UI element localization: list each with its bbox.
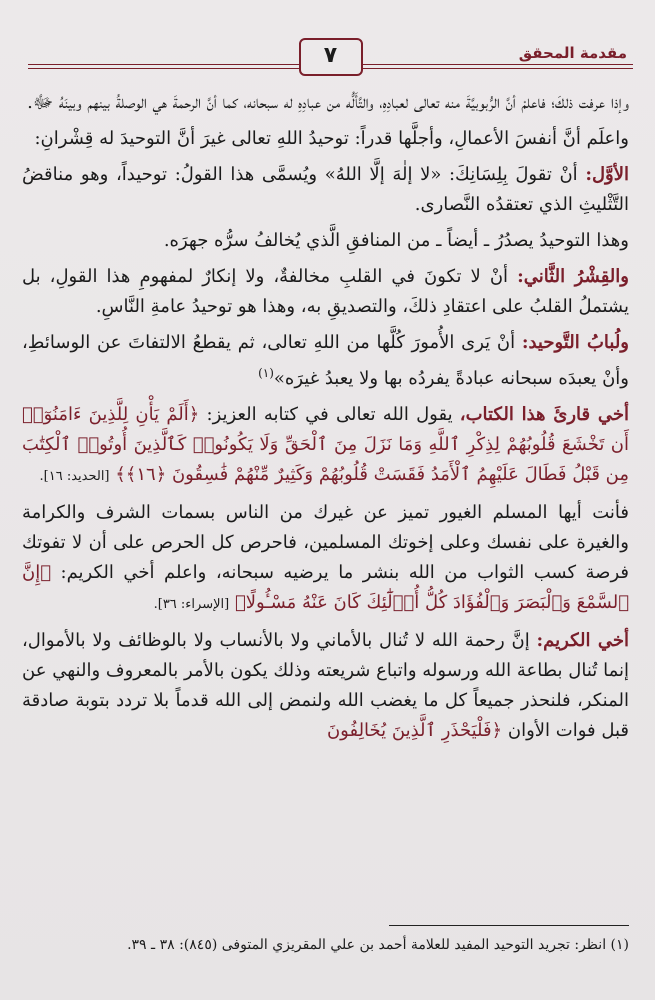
- paragraph: والقِشْرُ الثَّاني: أنْ لا تكونَ في القلبِ مخالفةٌ، ولا إنكارٌ لمفهومِ هذا القولِ، بل يشتملُ القلبُ على اعتقادِ ذلكَ، والتصديقِ به، وهذا هو توحيدُ عامةِ النَّاسِ.: [22, 266, 629, 317]
- verse-reference: [الحديد: ١٦].: [39, 469, 110, 484]
- running-title: مقدمة المحقق: [518, 44, 627, 62]
- body-text: [22, 88, 629, 752]
- footnote: (١) انظر: تجريد التوحيد المفيد للعلامة أحمد بن علي المقريزي المتوفى (٨٤٥): ٣٨ ـ ٣٩.: [127, 937, 629, 953]
- paragraph-lead: الأوَّل:: [585, 164, 629, 185]
- paragraph-lead: ولُبابُ التَّوحيد:: [521, 332, 629, 353]
- quran-verse: ﴿أَلَمْ يَأْنِ لِلَّذِينَ ءَامَنُوٓا۟ أَن تَخْشَعَ قُلُوبُهُمْ لِذِكْرِ ٱللَّهِ وَمَا نَزَلَ مِنَ ٱلْحَقِّ وَلَا يَكُونُوا۟ كَٱلَّذِينَ أُوتُوا۟ ٱلْكِتَٰبَ مِن قَبْلُ فَطَالَ عَلَيْهِمُ ٱلْأَمَدُ فَقَسَتْ قُلُوبُهُمْ وَكَثِيرٌ مِّنْهُمْ فَٰسِقُونَ ﴿١٦﴾﴾: [22, 404, 629, 485]
- verse-reference: [الإسراء: ٣٦].: [153, 597, 230, 612]
- paragraph: أخي قارئَ هذا الكتاب، يقول الله تعالى في كتابه العزيز: ﴿أَلَمْ يَأْنِ لِلَّذِينَ ءَامَنُوٓا۟ أَن تَخْشَعَ قُلُوبُهُمْ لِذِكْرِ ٱللَّهِ وَمَا نَزَلَ مِنَ ٱلْحَقِّ وَلَا يَكُونُوا۟ كَٱلَّذِينَ أُوتُوا۟ ٱلْكِتَٰبَ مِن قَبْلُ فَطَالَ عَلَيْهِمُ ٱلْأَمَدُ فَقَسَتْ قُلُوبُهُمْ وَكَثِيرٌ مِّنْهُمْ فَٰسِقُونَ ﴿١٦﴾﴾ [الحديد: ١٦].: [22, 404, 629, 485]
- paragraph: وهذا التوحيدُ يصدُرُ ـ أيضاً ـ من المنافقِ الَّذي يُخالفُ سرُّه جهرَه.: [163, 230, 629, 251]
- paragraph: أخي الكريم: إنَّ رحمة الله لا تُنال بالأماني ولا بالأنساب ولا بالوظائف ولا بالأموال، إنما تُنال بطاعة الله ورسوله واتباع شريعته وذلك يكون بالأمر بالمعروف والنهي عن المنكر، فلنحذر جميعاً كل ما يغضب الله ولنمض إلى الله قدماً بلا تردد بتوبة صادقة قبل فوات الأوان ﴿فَلْيَحْذَرِ ٱلَّذِينَ يُخَالِفُونَ: [22, 630, 630, 741]
- paragraph-lead: أخي قارئَ هذا الكتاب،: [459, 404, 629, 425]
- page-header: [28, 38, 633, 72]
- footnote-separator: [389, 925, 629, 926]
- footnote-marker: (١): [258, 366, 274, 380]
- paragraph: الأوَّل: أنْ تقولَ بِلِسَانِكَ: «لا إلٰهَ إلَّا اللهُ» ويُسمَّى هذا القولُ: توحيداً، وهو مناقضُ التَّثْليثِ الذي تعتقدُه النَّصارى.: [22, 164, 629, 215]
- paragraph: ولُبابُ التَّوحيد: أنْ يَرى الأُمورَ كُلَّها من اللهِ تعالى، ثم يقطعُ الالتفاتَ عن الوسائطِ، وأنْ يعبدَه سبحانه عبادةً يفردُه بها ولا يعبدُ غيرَه»$^{(١)}$: [22, 332, 629, 389]
- paragraph: وإذا عرفت ذلكَ؛ فاعلمْ أنَّ الرُّبوبيَّةَ منه تعالى لعبادِهِ، والتَّأَلُّه من عبادِهِ له سبحانه، كما أنَّ الرحمةَ هي الوصلةُ بينهم وبينَهُ ﷻ.: [27, 92, 629, 113]
- page-number: ٧: [299, 38, 363, 76]
- quran-verse: ﴿إِنَّ ٱلسَّمْعَ وَٱلْبَصَرَ وَٱلْفُؤَادَ كُلُّ أُو۟لَٰٓئِكَ كَانَ عَنْهُ مَسْـُٔولًا﴾: [22, 562, 629, 613]
- paragraph-lead: أخي الكريم:: [536, 630, 630, 651]
- paragraph: فأنت أيها المسلم الغيور تميز عن غيرك من الناس بسمات الشرف والكرامة والغيرة على نفسك وعلى إخوتك المسلمين، فاحرص كل الحرص على أن لا تفوتك فرصة كسب الثواب من الله بنشر ما يرضيه سبحانه، واعلم أخي الكريم: ﴿إِنَّ ٱلسَّمْعَ وَٱلْبَصَرَ وَٱلْفُؤَادَ كُلُّ أُو۟لَٰٓئِكَ كَانَ عَنْهُ مَسْـُٔولًا﴾ [الإسراء: ٣٦].: [22, 502, 629, 613]
- paragraph: واعلَم أنَّ أنفسَ الأعمالِ، وأجلَّها قدراً: توحيدُ اللهِ تعالى غيرَ أنَّ التوحيدَ له قِشْرانِ:: [34, 128, 629, 149]
- paragraph-lead: والقِشْرُ الثَّاني:: [517, 266, 629, 287]
- quran-verse: ﴿فَلْيَحْذَرِ ٱلَّذِينَ يُخَالِفُونَ: [326, 720, 503, 741]
